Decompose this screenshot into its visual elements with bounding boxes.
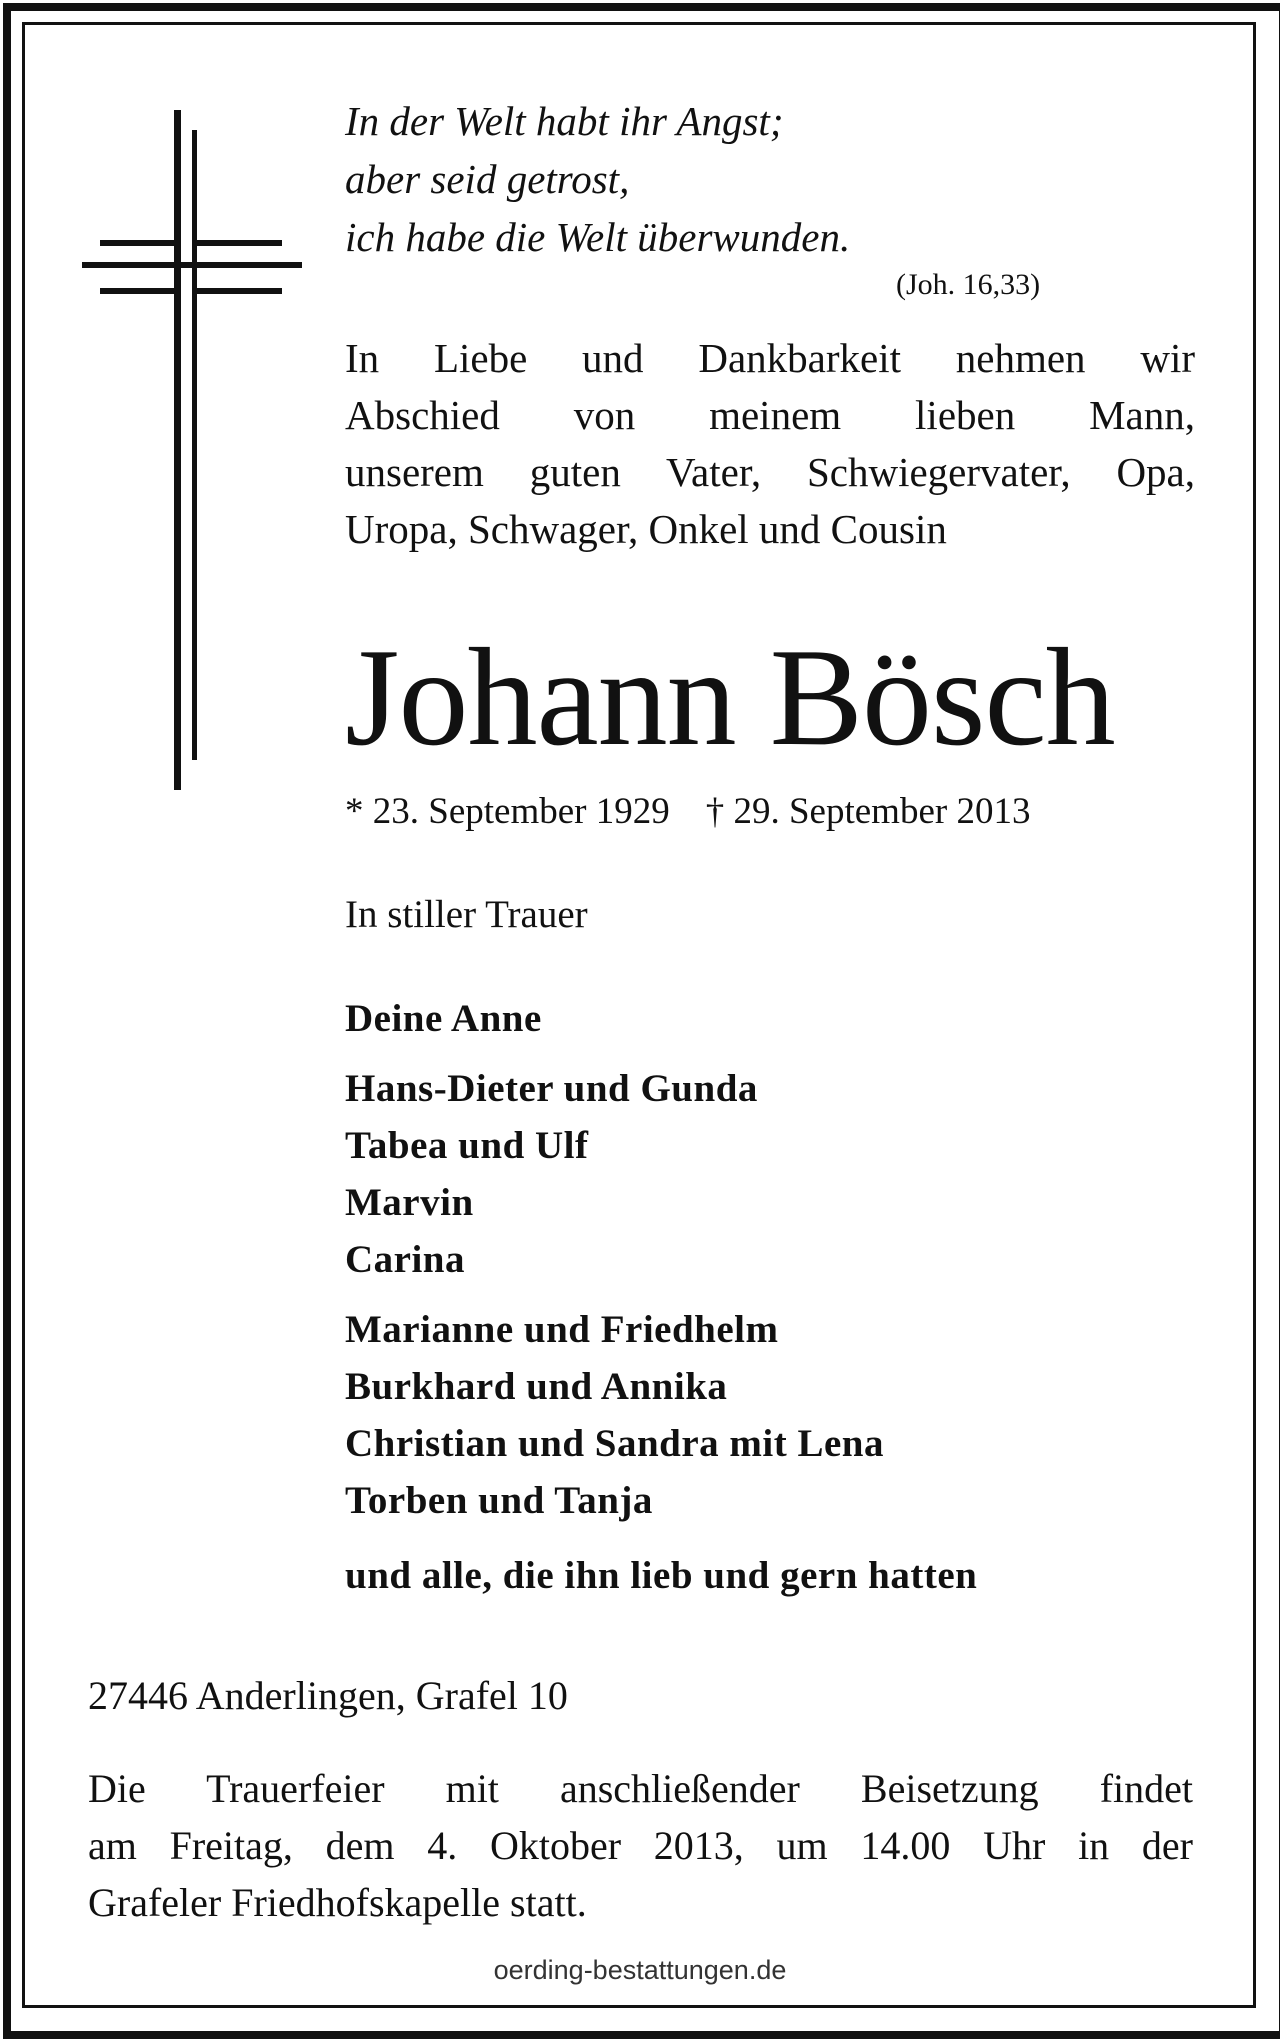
closing-line: und alle, die ihn lieb und gern hatten bbox=[345, 1554, 978, 1597]
birth-date: * 23. September 1929 bbox=[345, 791, 670, 832]
death-date: † 29. September 2013 bbox=[705, 791, 1031, 832]
family-member: Carina bbox=[345, 1238, 465, 1281]
service-line: Grafeler Friedhofskapelle statt. bbox=[88, 1880, 587, 1925]
family-member: Marianne und Friedhelm bbox=[345, 1308, 779, 1351]
deceased-name: Johann Bösch bbox=[345, 620, 1115, 775]
family-member: Tabea und Ulf bbox=[345, 1124, 589, 1167]
bible-verse bbox=[345, 92, 1195, 266]
family-group bbox=[345, 1060, 1195, 1288]
intro-text bbox=[345, 330, 1195, 558]
family-member: Hans-Dieter und Gunda bbox=[345, 1067, 758, 1110]
verse-line: ich habe die Welt überwunden. bbox=[345, 214, 851, 260]
family-group bbox=[345, 1301, 1195, 1529]
intro-line: Abschied von meinem lieben Mann, bbox=[345, 392, 1195, 438]
service-notice bbox=[88, 1760, 1193, 1931]
family-member: Marvin bbox=[345, 1181, 474, 1224]
life-dates bbox=[345, 790, 1195, 833]
service-line: Die Trauerfeier mit anschließender Beisetzung findet bbox=[88, 1766, 1193, 1811]
family-member: Deine Anne bbox=[345, 997, 542, 1040]
family-list bbox=[345, 990, 1195, 1542]
address: 27446 Anderlingen, Grafel 10 bbox=[88, 1673, 568, 1718]
family-member: Burkhard und Annika bbox=[345, 1365, 728, 1408]
family-member: Torben und Tanja bbox=[345, 1479, 653, 1522]
service-line: am Freitag, dem 4. Oktober 2013, um 14.00 Uhr in der bbox=[88, 1823, 1193, 1868]
verse-line: aber seid getrost, bbox=[345, 156, 630, 202]
intro-line: Uropa, Schwager, Onkel und Cousin bbox=[345, 506, 947, 552]
footer-credit: oerding-bestattungen.de bbox=[493, 1955, 787, 1985]
intro-line: In Liebe und Dankbarkeit nehmen wir bbox=[345, 335, 1195, 381]
intro-line: unserem guten Vater, Schwiegervater, Opa, bbox=[345, 449, 1195, 495]
verse-reference: (Joh. 16,33) bbox=[896, 268, 1041, 301]
family-member: Christian und Sandra mit Lena bbox=[345, 1422, 884, 1465]
mourning-text: In stiller Trauer bbox=[345, 893, 588, 936]
family-group bbox=[345, 990, 1195, 1047]
verse-line: In der Welt habt ihr Angst; bbox=[345, 98, 784, 144]
cross-icon bbox=[82, 110, 302, 790]
